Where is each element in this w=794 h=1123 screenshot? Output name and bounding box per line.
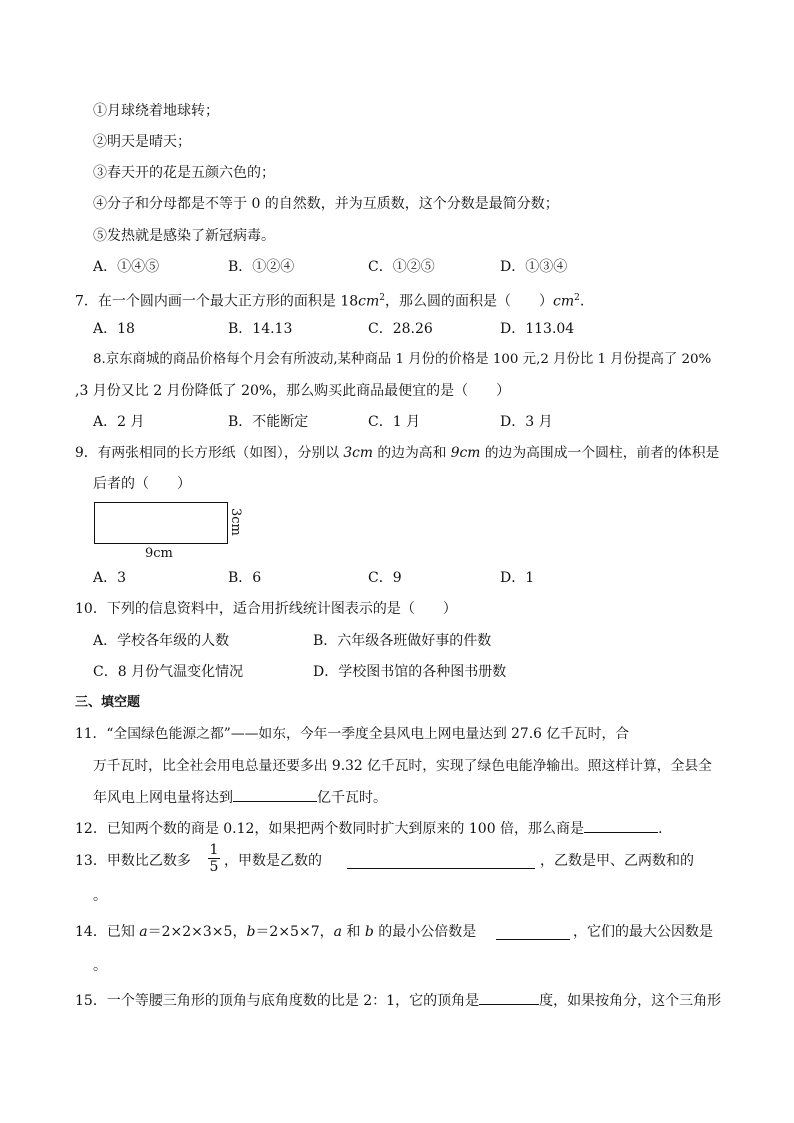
q12-text-a: 12．已知两个数的商是 0.12，如果把两个数同时扩大到原来的 100 倍，那么商是 bbox=[75, 821, 585, 837]
q7-option-b: B．14.13 bbox=[228, 321, 293, 337]
q10-option-a: A．学校各年级的人数 bbox=[93, 633, 230, 649]
q8-option-d: D．3 月 bbox=[500, 414, 553, 430]
q11-text-b: 亿千瓦时。 bbox=[317, 790, 387, 806]
q6-statement-3: ③春天开的花是五颜六色的； bbox=[93, 165, 275, 181]
section-title-fill-in: 三、填空题 bbox=[75, 695, 141, 710]
q14-var-a-2: a bbox=[333, 924, 342, 940]
q14-eq-a: ＝2×2×3×5， bbox=[147, 924, 247, 940]
q7-option-a: A．18 bbox=[93, 321, 135, 337]
q6-option-b: B．①②④ bbox=[228, 259, 295, 275]
q14-answer-blank-1[interactable] bbox=[496, 925, 570, 940]
q14-line-2: 。 bbox=[93, 958, 107, 974]
q7-option-c: C．28.26 bbox=[368, 321, 433, 337]
q6-option-d: D．①③④ bbox=[500, 259, 568, 275]
q7-unit-2: cm bbox=[553, 293, 575, 310]
q14-question bbox=[75, 922, 476, 942]
q7-text-b: ，那么圆的面积是（ ） bbox=[385, 293, 554, 310]
q14-var-a: a bbox=[139, 924, 148, 940]
q14-var-b: b bbox=[246, 924, 256, 940]
q9-value-9cm: 9cm bbox=[450, 445, 481, 461]
q14-text-d: ，它们的最大公因数是 bbox=[573, 924, 713, 940]
q11-question-line-2: 万千瓦时，比全社会用电总量还要多出 9.32 亿千瓦时，实现了绿色电能净输出。照这样计算，全县全 bbox=[93, 758, 712, 774]
q7-sup-2: 2 bbox=[574, 293, 580, 303]
q7-text-a: 7．在一个圆内画一个最大正方形的面积是 18 bbox=[75, 293, 359, 310]
q7-unit-1: cm bbox=[358, 293, 380, 310]
q11-question-line-3 bbox=[93, 787, 387, 808]
q8-option-b: B．不能断定 bbox=[228, 414, 309, 430]
q7-question bbox=[75, 288, 584, 312]
q9-width-label: 9cm bbox=[145, 546, 173, 561]
q13-fraction-denominator: 5 bbox=[209, 859, 219, 875]
q10-question: 10．下列的信息资料中，适合用折线统计图表示的是（ ） bbox=[75, 601, 457, 617]
q6-statement-2: ②明天是晴天； bbox=[93, 134, 191, 150]
q9-option-d: D．1 bbox=[500, 570, 535, 586]
q13-fraction-numerator: 1 bbox=[209, 842, 219, 858]
q15-text-b: 度，如果按角分，这个三角形 bbox=[539, 993, 722, 1009]
q6-statement-1: ①月球绕着地球转； bbox=[93, 103, 219, 119]
q12-text-b: ． bbox=[658, 821, 673, 837]
q6-option-a: A．①④⑤ bbox=[93, 259, 160, 275]
q13-fraction bbox=[207, 842, 221, 875]
q6-statement-5: ⑤发热就是感染了新冠病毒。 bbox=[93, 228, 275, 244]
q9-option-a: A．3 bbox=[93, 570, 127, 586]
q13-text-b-line bbox=[224, 851, 322, 871]
q10-option-c: C．8 月份气温变化情况 bbox=[93, 664, 244, 680]
q8-option-a: A．2 月 bbox=[93, 414, 145, 430]
q8-option-c: C．1 月 bbox=[368, 414, 421, 430]
q14-text-b: 和 bbox=[341, 924, 365, 940]
q10-option-d: D．学校图书馆的各种图书册数 bbox=[313, 664, 507, 680]
q14-var-b-2: b bbox=[364, 924, 374, 940]
q11-text-a: 年风电上网电量将达到 bbox=[93, 790, 233, 806]
q9-height-label: 3cm bbox=[228, 508, 243, 536]
q12-question bbox=[75, 818, 672, 839]
q7-sup-1: 2 bbox=[379, 293, 386, 303]
q15-text-a: 15．一个等腰三角形的顶角与底角度数的比是 2：1，它的顶角是 bbox=[75, 993, 480, 1009]
q14-eq-b: ＝2×5×7， bbox=[255, 924, 334, 940]
q9-question-line-1 bbox=[75, 443, 719, 463]
q9-question-line-2: 后者的（ ） bbox=[93, 476, 191, 492]
q13-line-2: 。 bbox=[93, 888, 107, 904]
q14-text-a: 14．已知 bbox=[75, 924, 140, 940]
q6-statement-4: ④分子和分母都是不等于 0 的自然数，并为互质数，这个分数是最简分数； bbox=[93, 196, 559, 212]
q6-option-c: C．①②⑤ bbox=[368, 259, 435, 275]
q9-option-b: B．6 bbox=[228, 570, 262, 586]
q7-option-d: D．113.04 bbox=[500, 321, 575, 337]
q7-text-c: . bbox=[579, 293, 585, 310]
q9-value-3cm: 3cm bbox=[343, 445, 373, 461]
q13-text-b: ，甲数是乙数的 bbox=[224, 853, 322, 869]
q9-rectangle-figure bbox=[94, 502, 228, 544]
q13-text-a: 13．甲数比乙数多 bbox=[75, 853, 191, 869]
q10-option-b: B．六年级各班做好事的件数 bbox=[313, 633, 492, 649]
q9-text-b: 的边为高和 bbox=[373, 445, 451, 461]
q13-answer-blank-1[interactable] bbox=[347, 854, 535, 869]
q15-answer-blank[interactable] bbox=[479, 990, 539, 1005]
q11-question-line-1: 11．“全国绿色能源之都”——如东，今年一季度全县风电上网电量达到 27.6 亿千瓦时，合 bbox=[75, 726, 630, 742]
q12-answer-blank[interactable] bbox=[584, 818, 658, 833]
q11-answer-blank[interactable] bbox=[233, 787, 317, 802]
q9-text-a: 9．有两张相同的长方形纸（如图），分别以 bbox=[75, 445, 344, 461]
q8-question-line-2: ,3 月份又比 2 月份降低了 20%，那么购买此商品最便宜的是（ ） bbox=[75, 383, 511, 399]
q9-option-c: C．9 bbox=[368, 570, 402, 586]
q13-text-c: ，乙数是甲、乙两数和的 bbox=[540, 853, 694, 869]
q9-text-c: 的边为高围成一个圆柱，前者的体积是 bbox=[480, 445, 720, 461]
q15-question bbox=[75, 990, 721, 1011]
q8-question-line-1: 8.京东商城的商品价格每个月会有所波动,某种商品 1 月份的价格是 100 元,2 月份比 1 月份提高了 20% bbox=[93, 352, 712, 367]
q14-text-c: 的最小公倍数是 bbox=[373, 924, 477, 940]
